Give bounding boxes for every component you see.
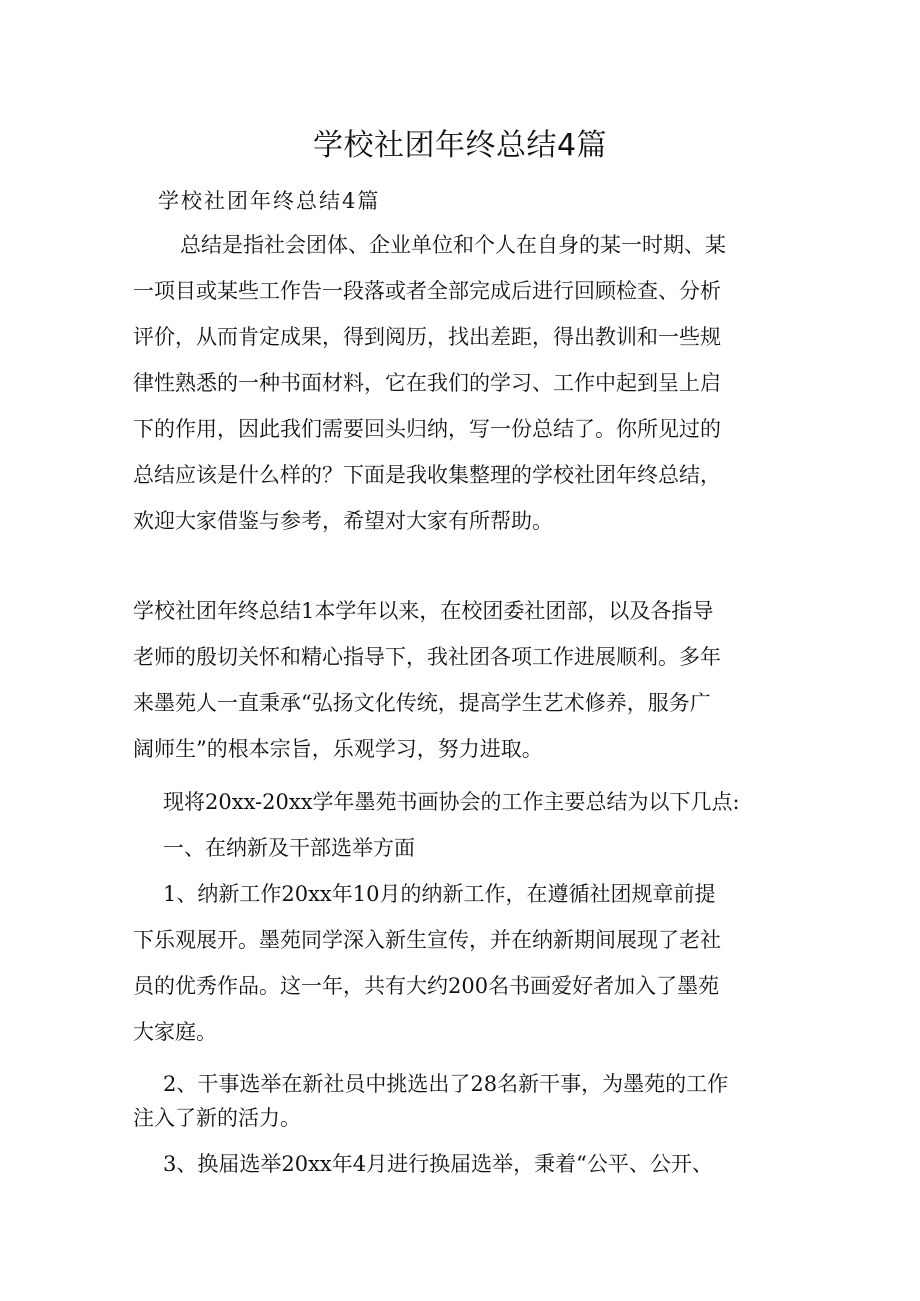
item2-line: 2、干事选举在新社员中挑选出了28名新干事，为墨苑的工作 — [163, 1072, 729, 1096]
item1-line: 1、纳新工作20xx年10月的纳新工作，在遵循社团规章前提 — [163, 882, 716, 906]
intro-line: 评价，从而肯定成果，得到阅历，找出差距，得出教训和一些规 — [133, 325, 721, 349]
item1-line: 下乐观展开。墨苑同学深入新生宣传，并在纳新期间展现了老社 — [133, 928, 721, 952]
document-subtitle: 学校社团年终总结4篇 — [158, 189, 381, 213]
summary-intro: 现将20xx-20xx学年墨苑书画协会的工作主要总结为以下几点: — [163, 790, 740, 814]
intro-line: 下的作用，因此我们需要回头归纳，写一份总结了。你所见过的 — [133, 417, 721, 441]
intro-line: 一项目或某些工作告一段落或者全部完成后进行回顾检查、分析 — [133, 279, 721, 303]
item1-line: 员的优秀作品。这一年，共有大约200名书画爱好者加入了墨苑 — [133, 974, 720, 998]
section1-line: 学校社团年终总结1本学年以来，在校团委社团部，以及各指导 — [133, 599, 714, 623]
section-heading: 一、在纳新及干部选举方面 — [163, 836, 415, 860]
intro-line: 律性熟悉的一种书面材料，它在我们的学习、工作中起到呈上启 — [133, 371, 721, 395]
intro-line: 欢迎大家借鉴与参考，希望对大家有所帮助。 — [133, 509, 553, 533]
item2-line: 注入了新的活力。 — [133, 1106, 301, 1130]
document-title: 学校社团年终总结4篇 — [312, 128, 608, 163]
intro-line: 总结是指社会团体、企业单位和个人在自身的某一时期、某 — [180, 233, 726, 257]
section1-line: 阔师生”的根本宗旨，乐观学习，努力进取。 — [133, 737, 543, 761]
intro-line: 总结应该是什么样的？下面是我收集整理的学校社团年终总结， — [133, 463, 721, 487]
section1-line: 来墨苑人一直秉承“弘扬文化传统，提高学生艺术修养，服务广 — [133, 691, 711, 715]
item3-line: 3、换届选举20xx年4月进行换届选举，秉着“公平、公开、 — [163, 1152, 713, 1176]
item1-line: 大家庭。 — [133, 1020, 217, 1044]
section1-line: 老师的殷切关怀和精心指导下，我社团各项工作进展顺利。多年 — [133, 645, 721, 669]
